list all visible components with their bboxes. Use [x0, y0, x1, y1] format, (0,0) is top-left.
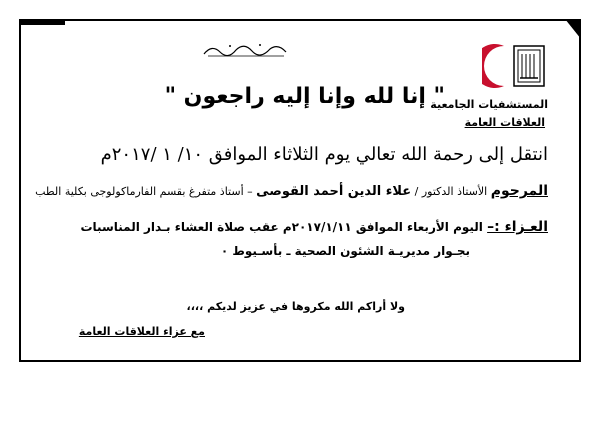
mourning-corner-bar — [19, 19, 65, 25]
condolence-label: العـزاء :– — [487, 219, 548, 235]
signature: مع عزاء العلاقات العامة — [78, 325, 205, 338]
condolence-line — [80, 219, 548, 235]
basmala-calligraphy — [200, 38, 290, 60]
closing-line: ولا أراكم الله مكروها في عزيز لديكم ،،،، — [186, 300, 405, 313]
page-title: " إنا لله وإنا إليه راجعون " — [164, 84, 445, 109]
death-announcement: انتقل إلى رحمة الله تعالي يوم الثلاثاء الموافق ١٠/ ١ /٢٠١٧م — [100, 144, 548, 165]
department-name: العلاقات العامة — [464, 116, 545, 129]
hospital-logo-icon — [482, 40, 554, 92]
deceased-name: علاء الدين أحمد القوصى — [256, 184, 412, 199]
hospital-name: المستشفيات الجامعية — [430, 98, 548, 111]
deceased-line — [35, 183, 548, 199]
condolence-details: اليوم الأربعاء الموافق ٢٠١٧/١/١١م عقب صلاة العشاء بـدار المناسبات — [80, 220, 483, 234]
condolence-location: بجـوار مديريـة الشئون الصحية ـ بأسـيوط ٠ — [220, 244, 470, 258]
deceased-title: الأستاذ الدكتور / — [414, 185, 488, 198]
deceased-position: – أستاذ متفرغ بقسم الفارماكولوجى بكلية الطب — [35, 185, 253, 198]
deceased-label: المرحوم — [490, 183, 548, 199]
mourning-corner-mark — [565, 19, 581, 39]
